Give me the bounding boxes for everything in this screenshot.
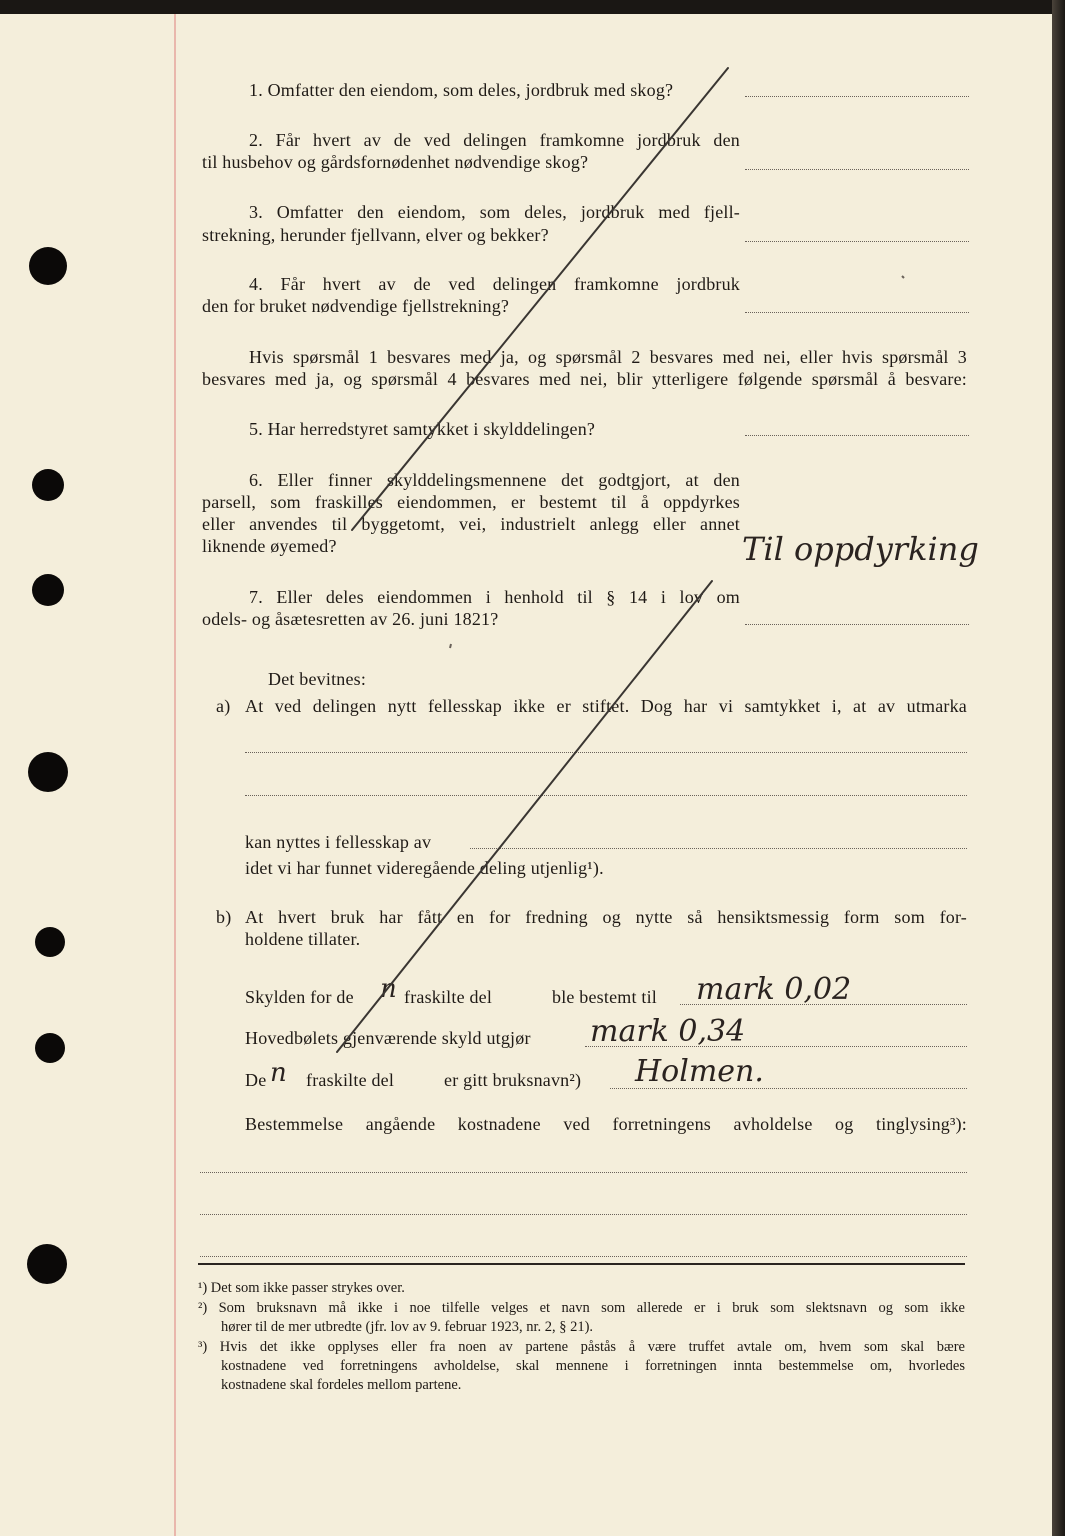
question-5: 5. Har herredstyret samtykket i skylddelingen? [249, 419, 596, 439]
handwritten-answer-q6: Til oppdyrking [742, 530, 979, 568]
footnote-3-line-3: kostnadene skal fordeles mellom partene. [221, 1377, 462, 1393]
question-4-line-2: den for bruket nødvendige fjellstrekning? [202, 296, 510, 316]
attest-a-common-use: kan nyttes i fellesskap av [245, 832, 432, 852]
conditional-line-2: besvares med ja, og spørsmål 4 besvares med nei, blir ytterligere følgende spørsmål å besvare: [202, 369, 967, 389]
question-7-line-1: 7. Eller deles eiendommen i henhold til § 14 i lov om [249, 587, 740, 607]
attest-a-reason: idet vi har funnet videregående deling utjenlig¹). [245, 858, 604, 878]
costs-label: Bestemmelse angående kostnadene ved forretningens avholdelse og tinglysing³): [245, 1114, 967, 1134]
handwritten-main-farm-value: mark 0,34 [590, 1014, 746, 1049]
handwritten-name-suffix: n [270, 1058, 287, 1088]
question-6-line-4: liknende øyemed? [202, 536, 337, 556]
question-3-line-1: 3. Omfatter den eiendom, som deles, jordbruk med fjell- [249, 202, 740, 222]
conditional-line-1: Hvis spørsmål 1 besvares med ja, og spørsmål 2 besvares med nei, eller hvis spørsmål 3 [249, 347, 967, 367]
question-6-line-3: eller anvendes til byggetomt, vei, industrielt anlegg eller annet [202, 514, 740, 534]
handwritten-farm-name: Holmen. [635, 1054, 764, 1089]
attest-b-label: b) [216, 907, 232, 927]
document-page [0, 14, 1052, 1536]
question-3-line-2: strekning, herunder fjellvann, elver og bekker? [202, 225, 549, 245]
pen-strikes [0, 14, 1052, 1536]
handwritten-share-value: mark 0,02 [696, 972, 852, 1007]
diagonal-strike-line [337, 581, 712, 1052]
pen-tick-mark [902, 276, 904, 278]
question-4-line-1: 4. Får hvert av de ved delingen framkomne jordbruk [249, 274, 740, 294]
footnote-2-line-1: ²) Som bruksnavn må ikke i noe tilfelle velges et navn som allerede er i bruk som slektsnavn og som ikke [198, 1300, 965, 1316]
attest-b-line-1: At hvert bruk har fått en for fredning og nytte så hensiktsmessig form som for- [245, 907, 967, 927]
handwritten-share-suffix: n [380, 974, 397, 1004]
name-label-suffix: er gitt bruksnavn²) [444, 1070, 582, 1090]
question-2-line-1: 2. Får hvert av de ved delingen framkomne jordbruk den [249, 130, 740, 150]
name-label-middle: fraskilte del [306, 1070, 395, 1090]
question-6-line-2: parsell, som fraskilles eiendommen, er bestemt til å oppdyrkes [202, 492, 740, 512]
attest-a-text: At ved delingen nytt fellesskap ikke er stiftet. Dog har vi samtykket i, at av utmarka [245, 696, 967, 716]
share-label-prefix: Skylden for de [245, 987, 354, 1007]
attest-heading: Det bevitnes: [268, 669, 367, 689]
pen-tick-mark [450, 644, 451, 648]
footnote-3-line-1: ³) Hvis det ikke opplyses eller fra noen av partene påstås å være truffet avtale om, hvem som skal bære [198, 1339, 965, 1355]
name-label-prefix: De [245, 1070, 267, 1090]
question-2-line-2: til husbehov og gårdsfornødenhet nødvendige skog? [202, 152, 589, 172]
footnote-1: ¹) Det som ikke passer strykes over. [198, 1280, 405, 1296]
page-edge-shadow [1052, 0, 1065, 1536]
question-1: 1. Omfatter den eiendom, som deles, jordbruk med skog? [249, 80, 674, 100]
attest-a-label: a) [216, 696, 231, 716]
question-7-line-2: odels- og åsætesretten av 26. juni 1821? [202, 609, 499, 629]
footnote-2-line-2: hører til de mer utbredte (jfr. lov av 9. februar 1923, nr. 2, § 21). [221, 1319, 594, 1335]
diagonal-strike-line [352, 68, 728, 530]
footnote-3-line-2: kostnadene ved forretningens avholdelse, skal mennene i forretningen innta bestemmelse om, hvorledes [221, 1358, 965, 1374]
attest-b-line-2: holdene tillater. [245, 929, 361, 949]
share-label-middle: fraskilte del [404, 987, 493, 1007]
question-6-line-1: 6. Eller finner skylddelingsmennene det godtgjort, at den [249, 470, 740, 490]
share-label-suffix: ble bestemt til [552, 987, 657, 1007]
main-farm-label: Hovedbølets gjenværende skyld utgjør [245, 1028, 531, 1048]
